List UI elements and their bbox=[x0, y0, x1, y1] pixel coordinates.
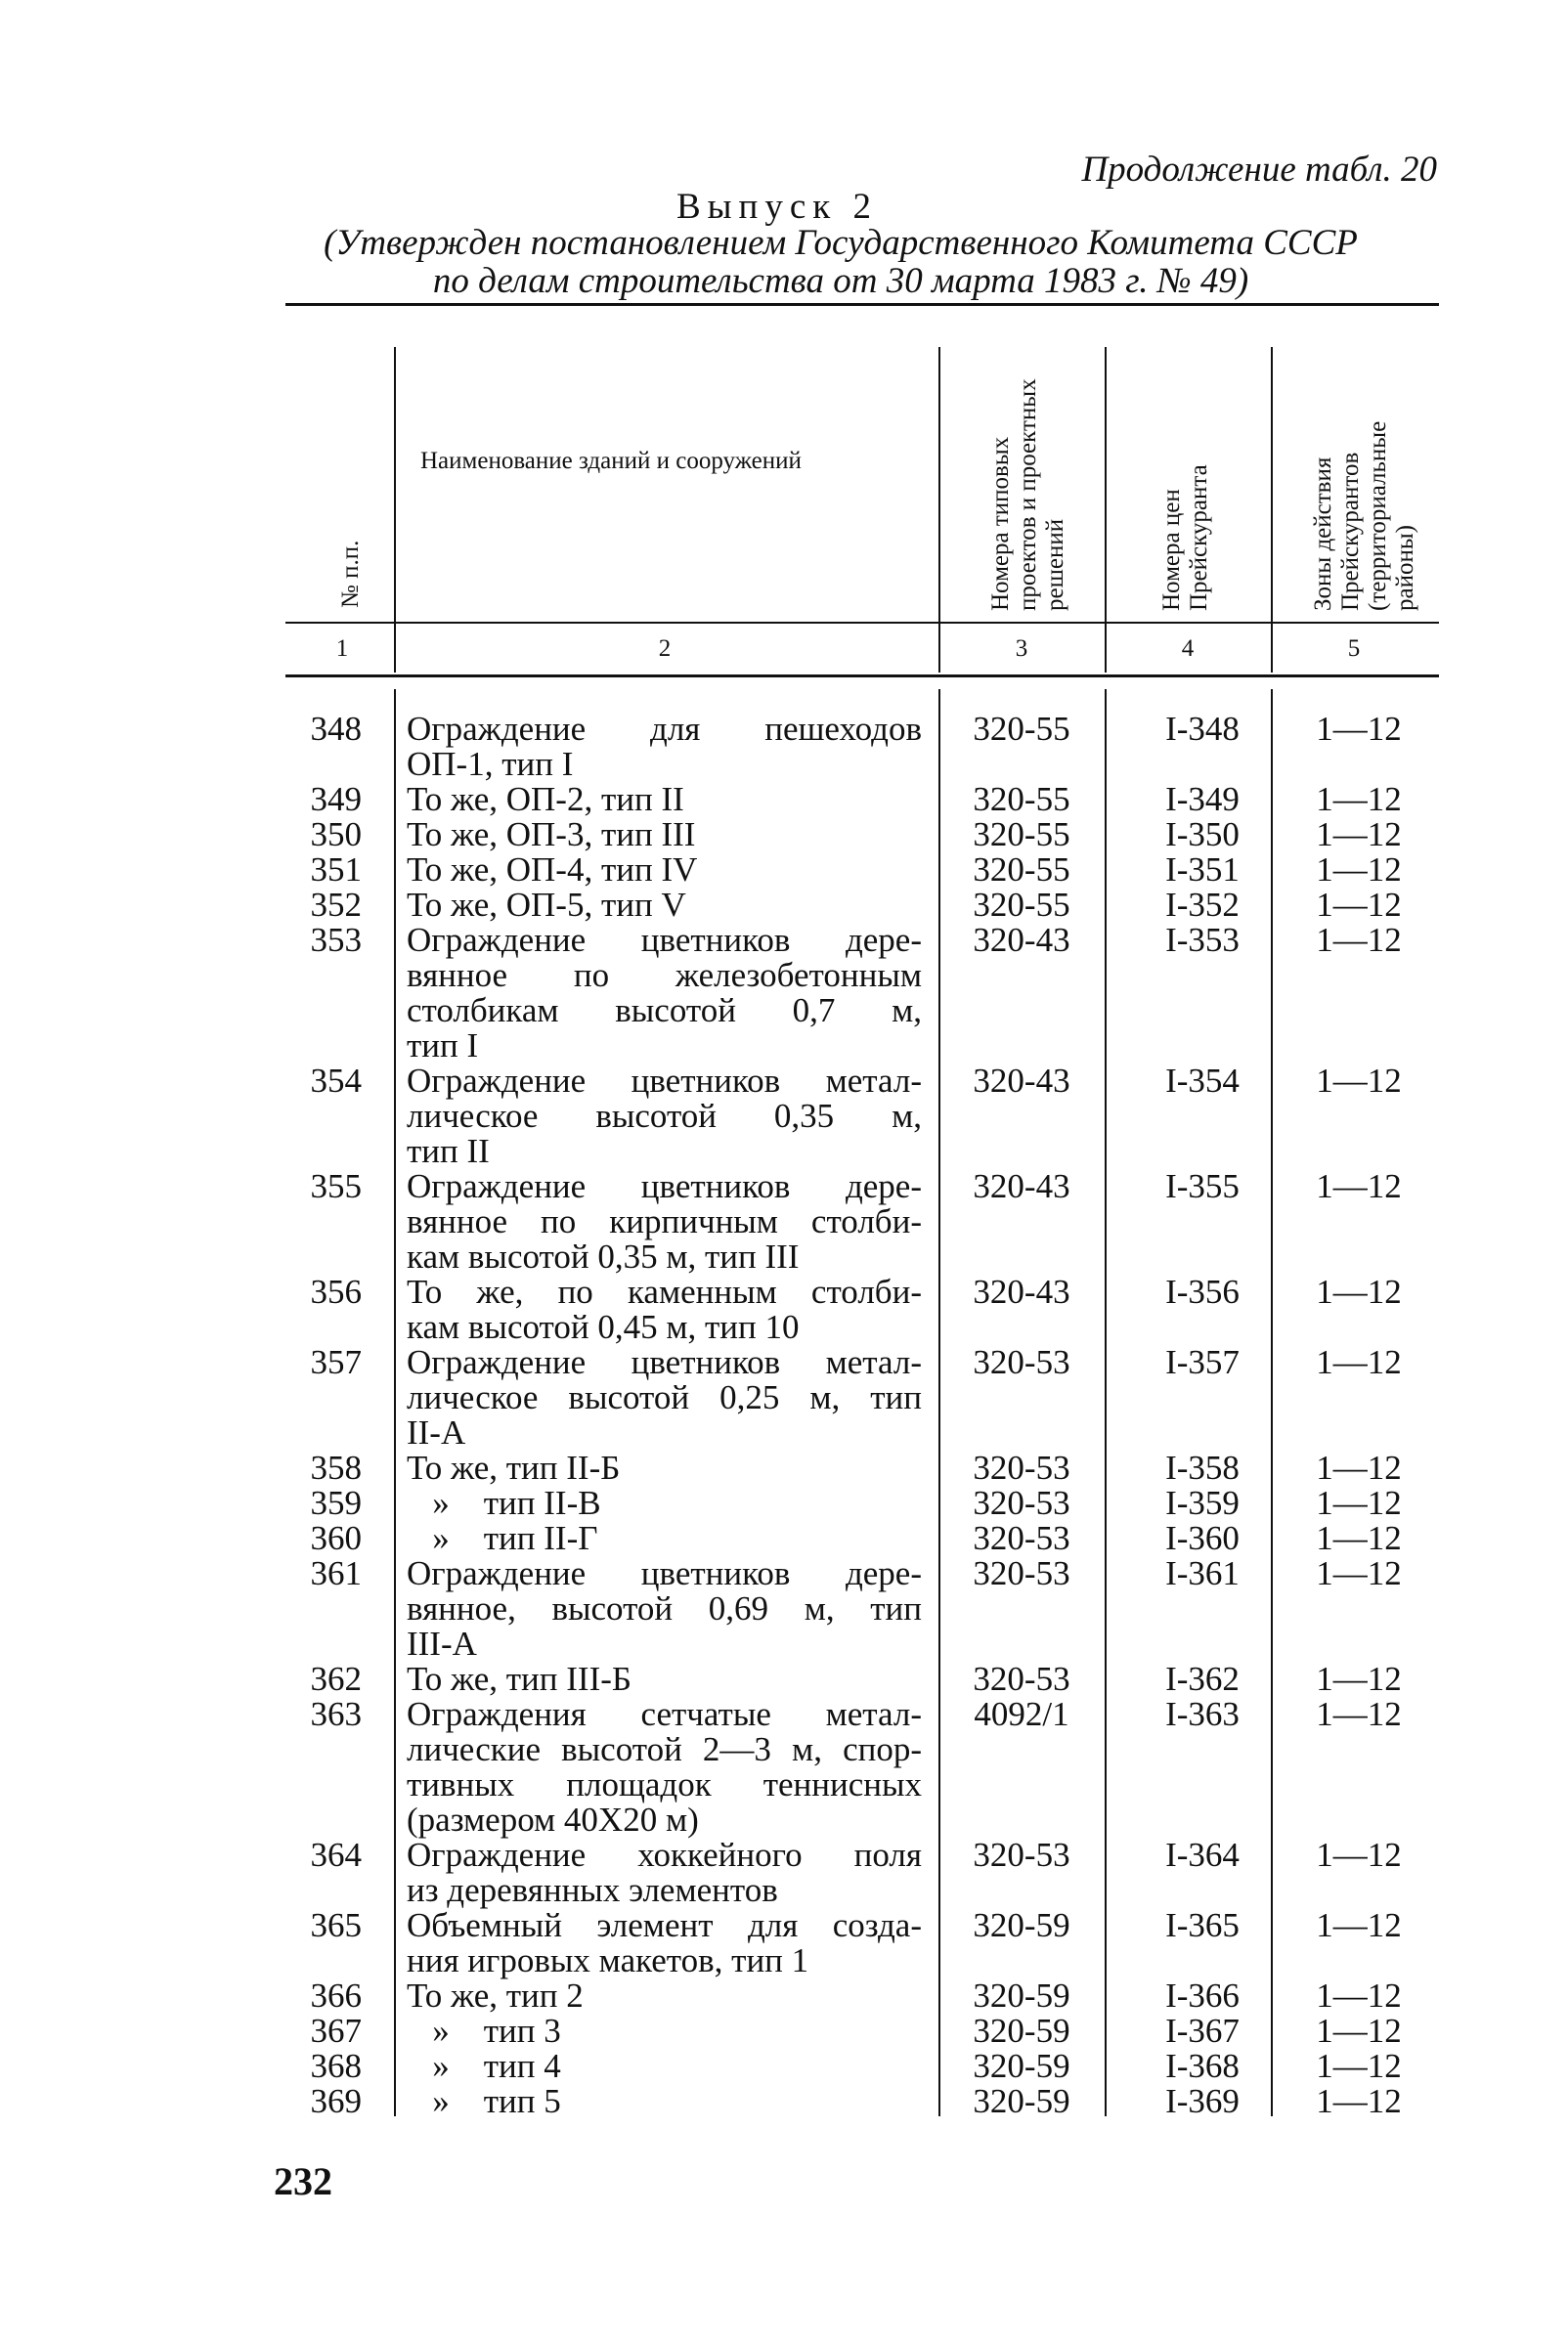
row-zone: 1—12 bbox=[1316, 815, 1402, 853]
row-name-line: (размером 40Х20 м) bbox=[407, 1801, 699, 1839]
row-name bbox=[407, 817, 922, 852]
row-number: 355 bbox=[310, 1167, 362, 1205]
row-project: 320-53 bbox=[973, 1343, 1070, 1381]
row-name bbox=[407, 1908, 922, 1978]
row-number: 366 bbox=[310, 1977, 362, 2015]
row-project: 320-43 bbox=[973, 1167, 1070, 1205]
row-price: I-359 bbox=[1165, 1484, 1240, 1522]
row-name-line: Объемный элемент для созда- bbox=[407, 1906, 922, 1944]
column-header-zone: Зоны действия Прейскурантов (территориальные районы) bbox=[1310, 420, 1418, 611]
row-name-line: вянное по кирпичным столби- bbox=[407, 1202, 922, 1240]
row-name-line: лическое высотой 0,35 м, bbox=[407, 1097, 922, 1135]
row-name-line: тип I bbox=[407, 1026, 479, 1064]
row-zone: 1—12 bbox=[1316, 1695, 1402, 1733]
row-price: I-351 bbox=[1165, 850, 1240, 889]
row-name bbox=[407, 1064, 922, 1169]
header-bottom-rule bbox=[285, 622, 1439, 624]
row-name bbox=[407, 1978, 922, 2014]
row-number: 362 bbox=[310, 1660, 362, 1698]
row-zone: 1—12 bbox=[1316, 2047, 1402, 2085]
row-zone: 1—12 bbox=[1316, 1977, 1402, 2015]
row-price: I-358 bbox=[1165, 1449, 1240, 1487]
header-separator-2 bbox=[938, 347, 940, 673]
row-number: 363 bbox=[310, 1695, 362, 1733]
row-project: 320-59 bbox=[973, 2082, 1070, 2120]
row-project: 320-53 bbox=[973, 1554, 1070, 1592]
row-number: 353 bbox=[310, 921, 362, 959]
row-zone: 1—12 bbox=[1316, 886, 1402, 924]
row-name-line: Ограждение цветников дере- bbox=[407, 1167, 922, 1205]
row-name-line: кам высотой 0,45 м, тип 10 bbox=[407, 1308, 800, 1346]
row-name-line: кам высотой 0,35 м, тип III bbox=[407, 1238, 800, 1276]
row-project: 320-55 bbox=[973, 710, 1070, 748]
row-name-line: III-А bbox=[407, 1625, 477, 1663]
row-project: 320-53 bbox=[973, 1519, 1070, 1557]
continuation-label: Продолжение табл. 20 bbox=[1081, 150, 1437, 190]
body-separator-1 bbox=[394, 689, 396, 2116]
row-number: 351 bbox=[310, 850, 362, 889]
row-price: I-367 bbox=[1165, 2012, 1240, 2050]
row-price: I-369 bbox=[1165, 2082, 1240, 2120]
row-number: 356 bbox=[310, 1273, 362, 1311]
row-name-line: То же, ОП-5, тип V bbox=[407, 886, 686, 924]
row-name bbox=[407, 1345, 922, 1451]
column-number-2: 2 bbox=[658, 635, 672, 662]
row-number: 365 bbox=[310, 1906, 362, 1944]
row-price: I-364 bbox=[1165, 1836, 1240, 1874]
row-name-line: » тип 3 bbox=[407, 2012, 561, 2050]
row-number: 349 bbox=[310, 780, 362, 818]
row-name-line: тип II bbox=[407, 1132, 490, 1170]
row-name bbox=[407, 1169, 922, 1275]
row-price: I-365 bbox=[1165, 1906, 1240, 1944]
row-project: 320-55 bbox=[973, 886, 1070, 924]
row-number: 367 bbox=[310, 2012, 362, 2050]
row-number: 357 bbox=[310, 1343, 362, 1381]
row-name bbox=[407, 1521, 922, 1556]
row-name bbox=[407, 1275, 922, 1345]
row-zone: 1—12 bbox=[1316, 2082, 1402, 2120]
row-name-line: То же, тип III-Б bbox=[407, 1660, 632, 1698]
header-separator-4 bbox=[1271, 347, 1273, 673]
column-number-5: 5 bbox=[1347, 635, 1361, 662]
row-zone: 1—12 bbox=[1316, 850, 1402, 889]
row-zone: 1—12 bbox=[1316, 1519, 1402, 1557]
row-zone: 1—12 bbox=[1316, 1484, 1402, 1522]
row-name-line: вянное по железобетонным bbox=[407, 956, 922, 994]
row-name-line: ния игровых макетов, тип 1 bbox=[407, 1941, 809, 1979]
row-project: 320-53 bbox=[973, 1484, 1070, 1522]
row-zone: 1—12 bbox=[1316, 1343, 1402, 1381]
row-name bbox=[407, 782, 922, 817]
row-name-line: лические высотой 2—3 м, спор- bbox=[407, 1730, 922, 1768]
row-name-line: II-А bbox=[407, 1413, 466, 1452]
row-name bbox=[407, 923, 922, 1064]
row-zone: 1—12 bbox=[1316, 1449, 1402, 1487]
row-name-line: То же, ОП-3, тип III bbox=[407, 815, 696, 853]
row-number: 358 bbox=[310, 1449, 362, 1487]
row-name-line: » тип 5 bbox=[407, 2082, 561, 2120]
row-name-line: ОП-1, тип I bbox=[407, 745, 574, 783]
row-name bbox=[407, 1662, 922, 1697]
row-price: I-350 bbox=[1165, 815, 1240, 853]
column-header-price: Номера цен Прейскуранта bbox=[1158, 464, 1212, 611]
row-price: I-357 bbox=[1165, 1343, 1240, 1381]
row-number: 364 bbox=[310, 1836, 362, 1874]
row-name-line: Ограждение цветников дере- bbox=[407, 1554, 922, 1592]
row-project: 320-59 bbox=[973, 1977, 1070, 2015]
row-name bbox=[407, 2014, 922, 2049]
row-name bbox=[407, 2084, 922, 2119]
row-name bbox=[407, 852, 922, 888]
row-name-line: столбикам высотой 0,7 м, bbox=[407, 991, 922, 1029]
row-price: I-356 bbox=[1165, 1273, 1240, 1311]
row-zone: 1—12 bbox=[1316, 921, 1402, 959]
row-name-line: Ограждение хоккейного поля bbox=[407, 1836, 922, 1874]
row-name bbox=[407, 2049, 922, 2084]
column-number-3: 3 bbox=[1015, 635, 1028, 662]
row-name-line: лическое высотой 0,25 м, тип bbox=[407, 1378, 922, 1416]
row-zone: 1—12 bbox=[1316, 1062, 1402, 1100]
row-name-line: Ограждение цветников метал- bbox=[407, 1062, 922, 1100]
row-project: 320-43 bbox=[973, 1273, 1070, 1311]
row-zone: 1—12 bbox=[1316, 1273, 1402, 1311]
row-zone: 1—12 bbox=[1316, 2012, 1402, 2050]
row-price: I-354 bbox=[1165, 1062, 1240, 1100]
row-zone: 1—12 bbox=[1316, 1836, 1402, 1874]
row-number: 361 bbox=[310, 1554, 362, 1592]
row-project: 320-43 bbox=[973, 1062, 1070, 1100]
row-project: 320-55 bbox=[973, 815, 1070, 853]
row-name-line: Ограждения сетчатые метал- bbox=[407, 1695, 922, 1733]
row-price: I-361 bbox=[1165, 1554, 1240, 1592]
row-name-line: То же, тип II-Б bbox=[407, 1449, 621, 1487]
row-name bbox=[407, 1697, 922, 1838]
row-number: 359 bbox=[310, 1484, 362, 1522]
row-price: I-349 bbox=[1165, 780, 1240, 818]
row-number: 360 bbox=[310, 1519, 362, 1557]
row-zone: 1—12 bbox=[1316, 1167, 1402, 1205]
row-name-line: То же, ОП-2, тип II bbox=[407, 780, 684, 818]
row-zone: 1—12 bbox=[1316, 1660, 1402, 1698]
row-number: 369 bbox=[310, 2082, 362, 2120]
row-name-line: То же, тип 2 bbox=[407, 1977, 584, 2015]
issue-title: Выпуск 2 bbox=[676, 187, 878, 227]
row-name-line: » тип II-В bbox=[407, 1484, 601, 1522]
row-name bbox=[407, 1451, 922, 1486]
row-name-line: » тип 4 bbox=[407, 2047, 561, 2085]
column-number-4: 4 bbox=[1181, 635, 1195, 662]
row-number: 352 bbox=[310, 886, 362, 924]
row-number: 350 bbox=[310, 815, 362, 853]
row-price: I-355 bbox=[1165, 1167, 1240, 1205]
row-project: 320-55 bbox=[973, 850, 1070, 889]
page-number: 232 bbox=[274, 2159, 332, 2203]
row-name-line: тивных площадок теннисных bbox=[407, 1765, 922, 1803]
header-separator-3 bbox=[1105, 347, 1107, 673]
row-name bbox=[407, 888, 922, 923]
row-name-line: Ограждение цветников метал- bbox=[407, 1343, 922, 1381]
row-project: 4092/1 bbox=[974, 1695, 1069, 1733]
row-name-line: вянное, высотой 0,69 м, тип bbox=[407, 1589, 922, 1628]
row-project: 320-55 bbox=[973, 780, 1070, 818]
row-project: 320-53 bbox=[973, 1836, 1070, 1874]
row-name-line: Ограждение для пешеходов bbox=[407, 710, 922, 748]
row-zone: 1—12 bbox=[1316, 710, 1402, 748]
row-project: 320-59 bbox=[973, 2047, 1070, 2085]
row-number: 354 bbox=[310, 1062, 362, 1100]
row-price: I-366 bbox=[1165, 1977, 1240, 2015]
row-price: I-353 bbox=[1165, 921, 1240, 959]
row-name-line: То же, ОП-4, тип IV bbox=[407, 850, 698, 889]
row-zone: 1—12 bbox=[1316, 780, 1402, 818]
row-project: 320-59 bbox=[973, 2012, 1070, 2050]
column-number-1: 1 bbox=[335, 635, 349, 662]
row-name bbox=[407, 1838, 922, 1908]
row-price: I-352 bbox=[1165, 886, 1240, 924]
row-name bbox=[407, 712, 922, 782]
column-numbers-rule bbox=[285, 674, 1439, 677]
row-price: I-368 bbox=[1165, 2047, 1240, 2085]
approval-line-2: по делам строительства от 30 марта 1983 г. № 49) bbox=[432, 261, 1249, 301]
row-number: 348 bbox=[310, 710, 362, 748]
row-number: 368 bbox=[310, 2047, 362, 2085]
row-price: I-348 bbox=[1165, 710, 1240, 748]
column-header-number: № п.п. bbox=[337, 540, 364, 608]
table-top-rule bbox=[285, 303, 1439, 306]
row-project: 320-43 bbox=[973, 921, 1070, 959]
column-header-name: Наименование зданий и сооружений bbox=[420, 448, 802, 474]
row-name-line: » тип II-Г bbox=[407, 1519, 598, 1557]
row-price: I-362 bbox=[1165, 1660, 1240, 1698]
row-price: I-363 bbox=[1165, 1695, 1240, 1733]
row-price: I-360 bbox=[1165, 1519, 1240, 1557]
row-name bbox=[407, 1486, 922, 1521]
row-name bbox=[407, 1556, 922, 1662]
row-name-line: Ограждение цветников дере- bbox=[407, 921, 922, 959]
header-separator-1 bbox=[394, 347, 396, 673]
row-project: 320-53 bbox=[973, 1660, 1070, 1698]
row-name-line: То же, по каменным столби- bbox=[407, 1273, 922, 1311]
row-name-line: из деревянных элементов bbox=[407, 1871, 778, 1909]
row-zone: 1—12 bbox=[1316, 1906, 1402, 1944]
column-header-project: Номера типовых проектов и проектных решений bbox=[987, 378, 1068, 611]
row-project: 320-59 bbox=[973, 1906, 1070, 1944]
row-zone: 1—12 bbox=[1316, 1554, 1402, 1592]
row-project: 320-53 bbox=[973, 1449, 1070, 1487]
approval-line-1: (Утвержден постановлением Государственного Комитета СССР bbox=[324, 223, 1358, 263]
